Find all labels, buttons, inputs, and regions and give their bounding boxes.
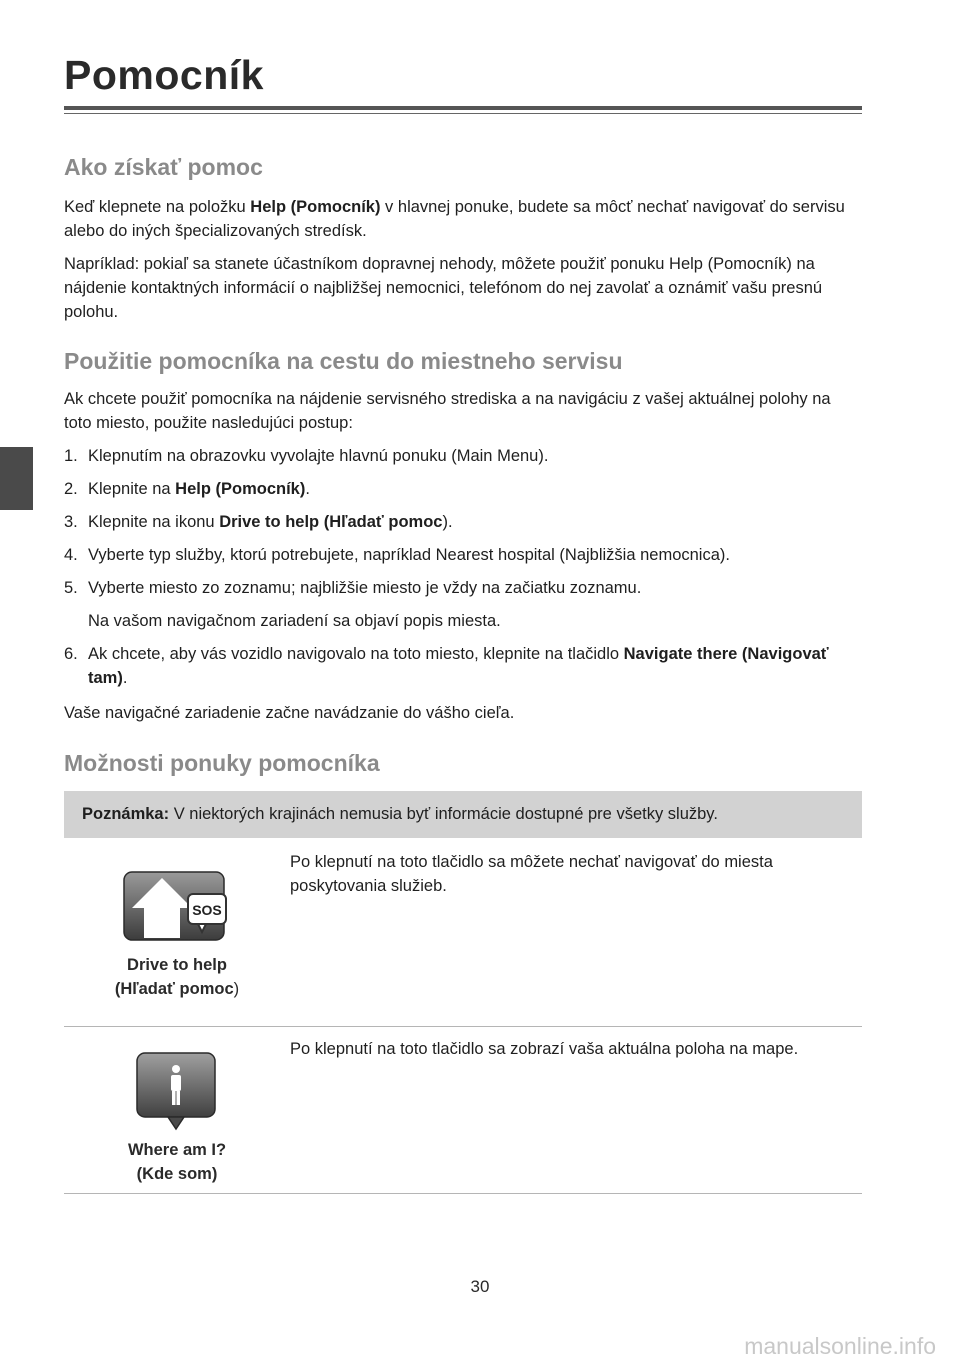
option-label-sk: (Hľadať pomoc — [114, 980, 234, 998]
note-text: V niektorých krajinách nemusia byť informácie dostupné pre všetky služby. — [169, 805, 718, 823]
option-description-cell — [290, 838, 862, 1027]
where-am-i-person-icon[interactable] — [64, 1051, 290, 1138]
option-icon-cell — [64, 838, 290, 1027]
step-bold-term: Drive to help (Hľadať pomoc — [219, 513, 443, 531]
option-label-sk: (Kde som) — [136, 1165, 218, 1183]
step-bold-term: Navigate there (Navigovať tam) — [88, 645, 829, 687]
step-text: Klepnutím na obrazovku vyvolajte hlavnú ponuku (Main Menu). — [88, 447, 549, 465]
procedure-steps — [64, 444, 862, 690]
sos-icon-text: SOS — [192, 902, 222, 918]
text-run: v hlavnej ponuke, budete sa môcť nechať navigovať do servisu alebo do iných špecializovaných stredísk. — [64, 198, 845, 240]
paragraph-procedure-outro: Vaše navigačné zariadenie začne navádzanie do vášho cieľa. — [64, 704, 515, 722]
step-text: Klepnite na ikonu — [88, 513, 220, 531]
step-bold-term: Help (Pomocník) — [175, 480, 306, 498]
step-number: 2. — [64, 480, 78, 498]
paragraph-procedure-intro: Ak chcete použiť pomocníka na nájdenie servisného strediska a na navigáciu z vašej aktuálnej polohy na toto miesto, použite nasledujúci postup: — [64, 390, 831, 432]
step-item — [64, 576, 862, 633]
step-item — [64, 477, 862, 501]
section-heading-help-options: Možnosti ponuky pomocníka — [64, 750, 380, 776]
step-text: Vyberte miesto zo zoznamu; najbližšie miesto je vždy na začiatku zoznamu. — [88, 579, 642, 597]
step-number: 1. — [64, 447, 78, 465]
option-description: Po klepnutí na toto tlačidlo sa môžete nechať navigovať do miesta poskytovania služieb. — [290, 853, 773, 895]
step-text-tail: . — [122, 669, 128, 687]
step-text-tail: . — [305, 480, 310, 498]
option-row-drive-to-help — [64, 838, 862, 1027]
step-note: Na vašom navigačnom zariadení sa objaví popis miesta. — [88, 612, 501, 630]
chapter-tab-marker — [0, 447, 33, 510]
option-row-where-am-i — [64, 1027, 862, 1194]
page-title: Pomocník — [64, 52, 264, 98]
page-content — [64, 150, 862, 1194]
step-item — [64, 444, 862, 468]
step-text: Vyberte typ služby, ktorú potrebujete, napríklad Nearest hospital (Najbližšia nemocnica). — [88, 546, 730, 564]
step-number: 6. — [64, 645, 78, 663]
page-number: 30 — [470, 1277, 490, 1296]
paragraph-help-intro — [64, 195, 862, 243]
section-heading-get-help: Ako získať pomoc — [64, 154, 263, 180]
help-options-table — [64, 838, 862, 1194]
option-label-en: Where am I? — [127, 1141, 227, 1159]
option-description-cell — [290, 1027, 862, 1194]
step-text-tail: ). — [442, 513, 453, 531]
step-item — [64, 510, 862, 534]
option-label-en: Drive to help — [127, 956, 227, 974]
section-heading-use-help: Použitie pomocníka na cestu do miestneho servisu — [64, 348, 623, 374]
step-number: 4. — [64, 546, 78, 564]
option-description: Po klepnutí na toto tlačidlo sa zobrazí vaša aktuálna poloha na mape. — [290, 1040, 799, 1058]
paragraph-help-example: Napríklad: pokiaľ sa stanete účastníkom dopravnej nehody, môžete použiť ponuku Help (Pomocník) na nájdenie kontaktných informácií o najbližšej nemocnici, telefónom do nej zavolať a oznámiť vašu presnú polohu. — [64, 255, 823, 321]
step-number: 3. — [64, 513, 78, 531]
drive-to-help-sos-icon[interactable] — [64, 870, 290, 951]
step-item — [64, 543, 862, 567]
option-label — [64, 1138, 290, 1186]
title-rule-thick — [64, 106, 862, 110]
note-box — [64, 791, 862, 838]
step-text: Ak chcete, aby vás vozidlo navigovalo na toto miesto, klepnite na tlačidlo — [88, 645, 624, 663]
text-run: Keď klepnete na položku — [64, 198, 251, 216]
option-label-tail: ) — [233, 980, 240, 998]
watermark: manualsonline.info — [744, 1333, 936, 1359]
bold-help-term: Help (Pomocník) — [250, 198, 381, 216]
option-icon-cell — [64, 1027, 290, 1194]
step-number: 5. — [64, 579, 78, 597]
title-rule-thin — [64, 113, 862, 114]
option-label — [64, 953, 290, 1001]
step-text: Klepnite na — [88, 480, 176, 498]
note-label: Poznámka: — [82, 805, 170, 823]
step-item — [64, 642, 862, 690]
